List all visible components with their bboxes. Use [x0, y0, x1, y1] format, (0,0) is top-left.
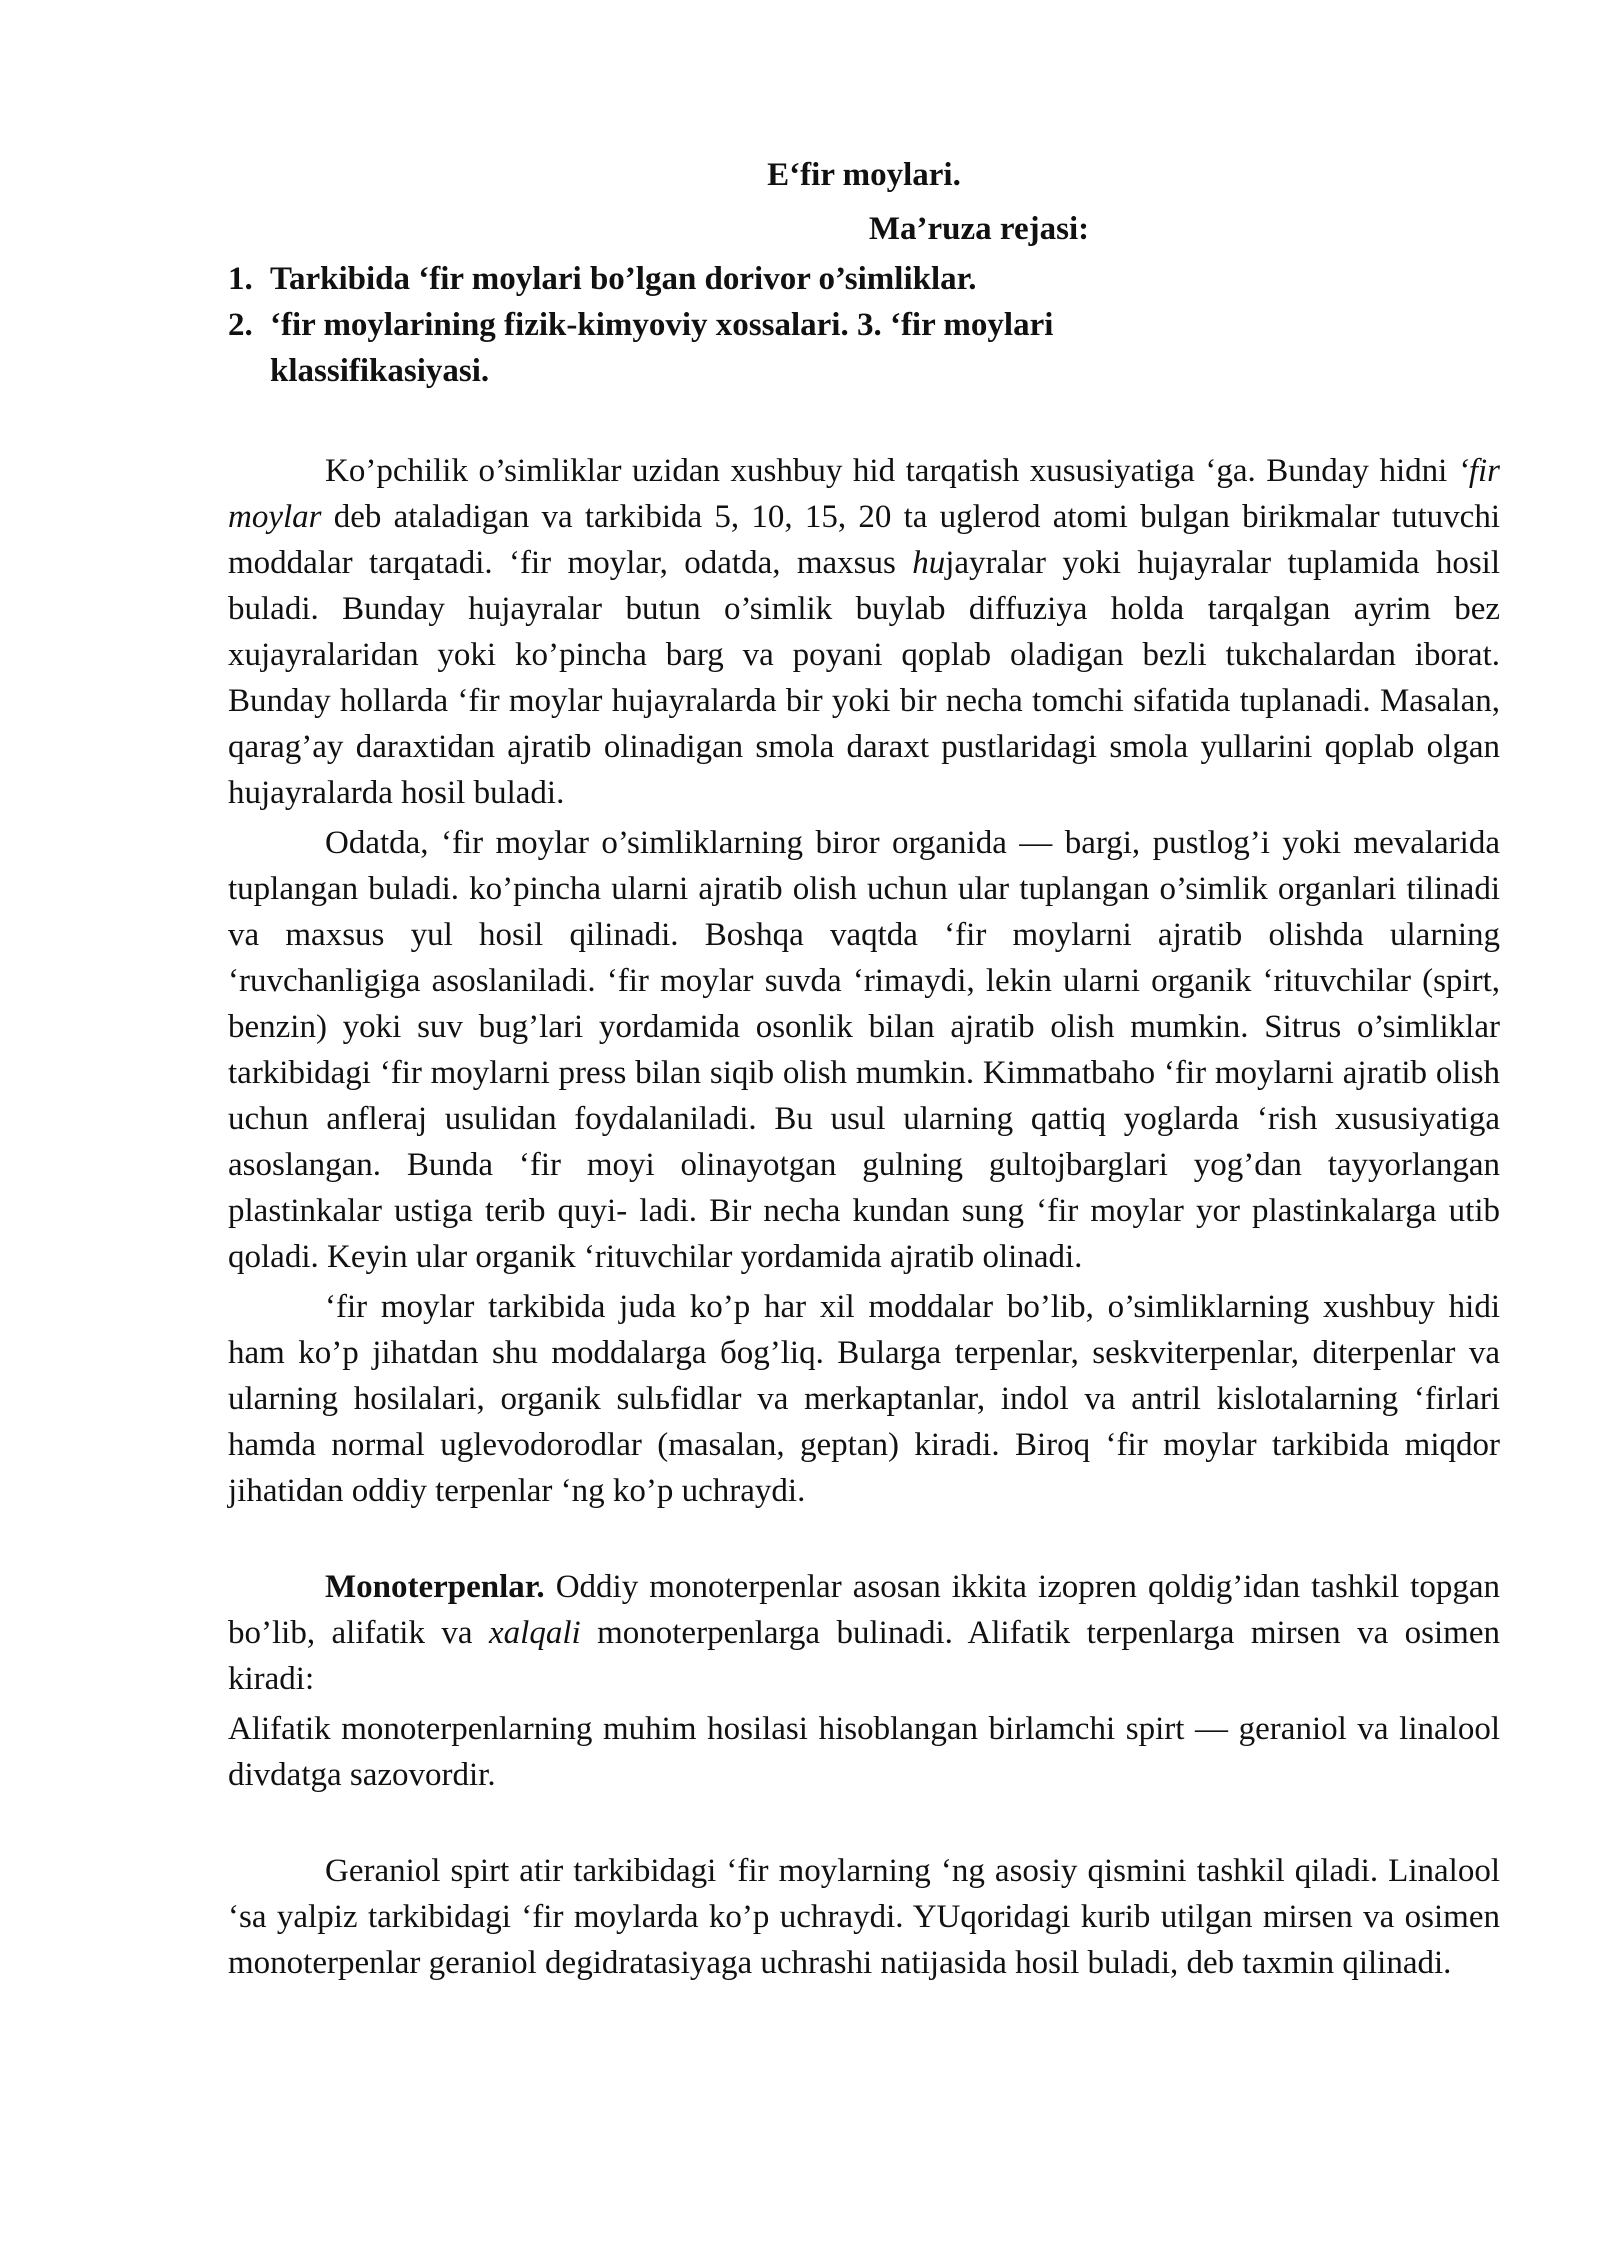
plan-item-number: 2.	[228, 307, 253, 343]
italic-term: ‘fir moylar	[228, 453, 1500, 535]
section-heading: Monoterpenlar.	[325, 1569, 545, 1605]
plan-item-text: Tarkibida ‘fir moylari bo’lgan dorivor o’simliklar.	[270, 261, 977, 297]
document-page	[228, 152, 1500, 1986]
body-paragraph-5: Alifatik monoterpenlarning muhim hosilasi hisoblangan birlamchi spirt — geraniol va linalool divdatga sazovordir.	[228, 1711, 1500, 1793]
body-paragraph-1	[228, 448, 1500, 816]
paragraph-text: Oddiy monoterpenlar asosan ikkita izopren qoldig’idan tashkil topgan bo’lib, alifatik va	[228, 1569, 1500, 1651]
paragraph-text: deb ataladigan va tarkibida 5, 10, 15, 20 ta uglerod atomi bulgan birikmalar tutuvchi moddalar tarqatadi. ‘fir moylar, odatda, maxsus	[228, 499, 1500, 581]
plan-item-number: 1.	[228, 261, 253, 297]
body-paragraph-3: ‘fir moylar tarkibida juda ko’p har xil moddalar bo’lib, o’simliklarning xushbuy hidi ham ko’p jihatdan shu moddalarga бog’liq. Bularga terpenlar, seskviterpenlar, diterpenlar va ularning hosilalari, organik sulьfidlar va merkaptanlar, indol va antril kislotalarning ‘firlari hamda normal uglevodorodlar (masalan, geptan) kiradi. Biroq ‘fir moylar tarkibida miqdor jihatidan oddiy terpenlar ‘ng ko’p uchraydi.	[228, 1289, 1500, 1509]
plan-item	[228, 256, 1188, 302]
paragraph-text: jayralar yoki hujayralar tuplamida hosil buladi. Bunday hujayralar butun o’simlik buylab diffuziya holda tarqalgan ayrim bez xujayralaridan yoki ko’pincha barg va poyani qoplab oladigan bezli tukchalardan iborat. Bunday hollarda ‘fir moylar hujayralarda bir yoki bir necha tomchi sifatida tuplanadi. Masalan, qarag’ay daraxtidan ajratib olinadigan smola daraxt pustlaridagi smola yullarini qoplab olgan hujayralarda hosil buladi.	[228, 545, 1501, 811]
body-paragraph-2: Odatda, ‘fir moylar o’simliklarning biror organida — bargi, pustlog’i yoki mevalarida tuplangan buladi. ko’pincha ularni ajratib olish uchun ular tuplangan o’simlik organlari tilinadi va maxsus yul hosil qilinadi. Boshqa vaqtda ‘fir moylarni ajratib olishda ularning ‘ruvchanligiga asoslaniladi. ‘fir moylar suvda ‘rimaydi, lekin ularni organik ‘rituvchilar (spirt, benzin) yoki suv bug’lari yordamida osonlik bilan ajratib olish mumkin. Sitrus o’simliklar tarkibidagi ‘fir moylarni press bilan siqib olish mumkin. Kimmatbaho ‘fir moylarni ajratib olish uchun anfleraj usulidan foydalaniladi. Bu usul ularning qattiq yoglarda ‘rish xususiyatiga asoslangan. Bunda ‘fir moyi olinayotgan gulning gultojbarglari yog’dan tayyorlangan plastinkalar ustiga terib quyi- ladi. Bir necha kundan sung ‘fir moylar yor plastinkalarga utib qoladi. Keyin ular organik ‘rituvchilar yordamida ajratib olinadi.	[228, 825, 1500, 1275]
plan-item-text: ‘fir moylarining fizik-kimyoviy xossalari. 3. ‘fir moylari klassifikasiyasi.	[270, 307, 1054, 389]
italic-term: hu	[912, 545, 946, 581]
plan-list	[228, 256, 1500, 394]
body-paragraph-6: Geraniol spirt atir tarkibidagi ‘fir moylarning ‘ng asosiy qismini tashkil qiladi. Linalool ‘sa yalpiz tarkibidagi ‘fir moylarda ko’p uchraydi. YUqoridagi kurib utilgan mirsen va osimen monoterpenlar geraniol degidratasiyaga uchrashi natijasida hosil buladi, deb taxmin qilinadi.	[228, 1853, 1500, 1981]
italic-term: xalqali	[489, 1615, 581, 1651]
document-title: E‘fir moylari.	[767, 157, 961, 193]
plan-item	[228, 302, 1188, 394]
paragraph-text: Ko’pchilik o’simliklar uzidan xushbuy hid tarqatish xususiyatiga ‘ga. Bunday hidni	[325, 453, 1458, 489]
body-paragraph-4	[228, 1564, 1500, 1702]
paragraph-text: monoterpenlarga bulinadi. Alifatik terpenlarga mirsen va osimen kiradi:	[228, 1615, 1501, 1697]
plan-heading: Ma’ruza rejasi:	[868, 211, 1090, 247]
